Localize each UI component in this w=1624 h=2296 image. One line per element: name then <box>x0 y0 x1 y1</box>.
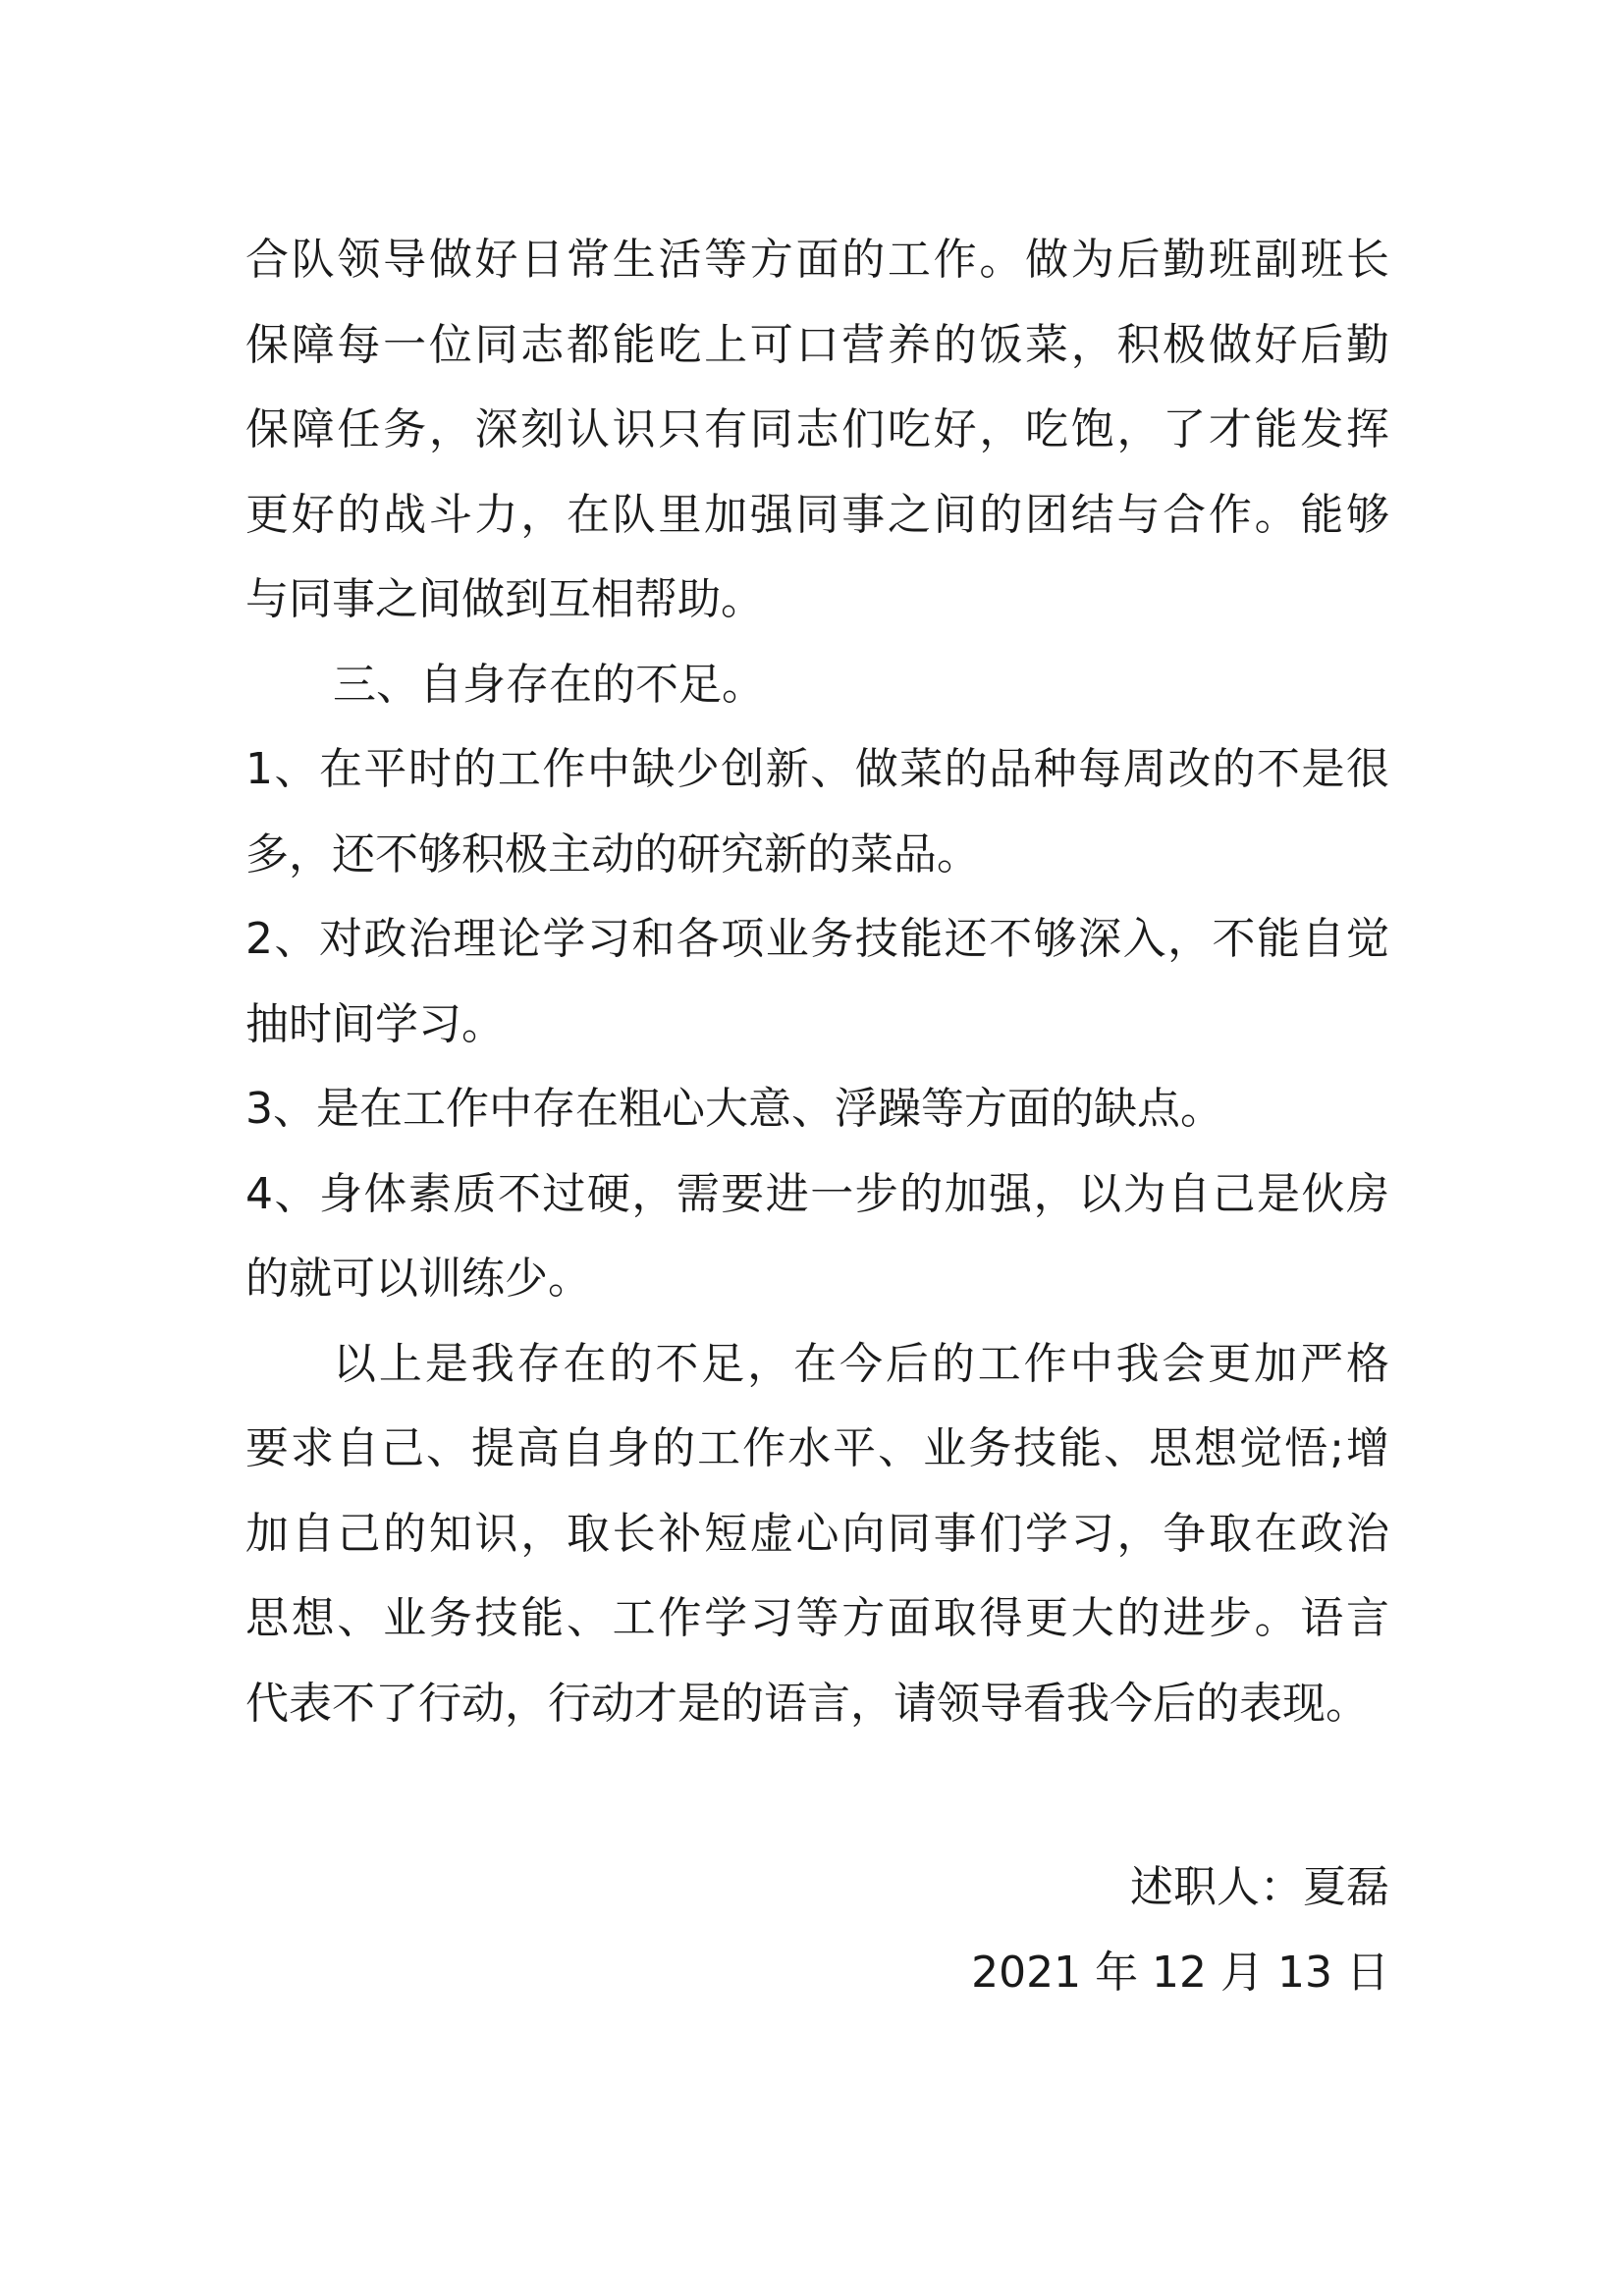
signature-block <box>971 1844 1389 2015</box>
text-line: 更好的战斗力，在队里加强同事之间的团结与合作。能够 <box>245 489 1389 540</box>
list-item <box>245 1152 1389 1322</box>
text-line: 3、是在工作中存在粗心大意、浮躁等方面的缺点。 <box>245 1084 1223 1134</box>
author-signature: 述职人：夏磊 <box>1130 1862 1389 1912</box>
text-line: 的就可以训练少。 <box>245 1254 591 1304</box>
text-line: 要求自己、提高自身的工作水平、业务技能、思想觉悟;增 <box>245 1423 1389 1473</box>
text-line: 1、在平时的工作中缺少创新、做菜的品种每周改的不是很 <box>245 744 1389 794</box>
text-line: 代表不了行动，行动才是的语言，请领导看我今后的表现。 <box>245 1678 1369 1729</box>
list-item <box>245 727 1389 897</box>
shortcomings-list <box>245 727 1389 1322</box>
text-line: 4、身体素质不过硬，需要进一步的加强，以为自己是伙房 <box>245 1168 1389 1219</box>
text-line: 与同事之间做到互相帮助。 <box>245 574 764 624</box>
list-item <box>245 897 1389 1067</box>
text-line: 以上是我存在的不足，在今后的工作中我会更加严格 <box>333 1338 1389 1389</box>
conclusion-paragraph <box>245 1322 1389 1747</box>
duty-paragraph <box>245 218 1389 643</box>
section-heading: 三、自身存在的不足。 <box>333 659 765 710</box>
text-line: 多，还不够积极主动的研究新的菜品。 <box>245 828 980 880</box>
document-body <box>245 218 1389 1746</box>
signature-date: 2021 年 12 月 13 日 <box>971 1948 1389 1998</box>
text-line: 加自己的知识，取长补短虚心向同事们学习，争取在政治 <box>245 1508 1389 1559</box>
text-line: 保障每一位同志都能吃上可口营养的饭菜，积极做好后勤 <box>245 319 1389 370</box>
list-item <box>245 1067 1389 1152</box>
text-line: 2、对政治理论学习和各项业务技能还不够深入，不能自觉 <box>245 914 1389 964</box>
text-line: 抽时间学习。 <box>245 998 505 1049</box>
text-line: 保障任务，深刻认识只有同志们吃好，吃饱，了才能发挥 <box>245 404 1389 454</box>
text-line: 思想、业务技能、工作学习等方面取得更大的进步。语言 <box>245 1593 1389 1643</box>
text-line: 合队领导做好日常生活等方面的工作。做为后勤班副班长 <box>245 235 1389 285</box>
